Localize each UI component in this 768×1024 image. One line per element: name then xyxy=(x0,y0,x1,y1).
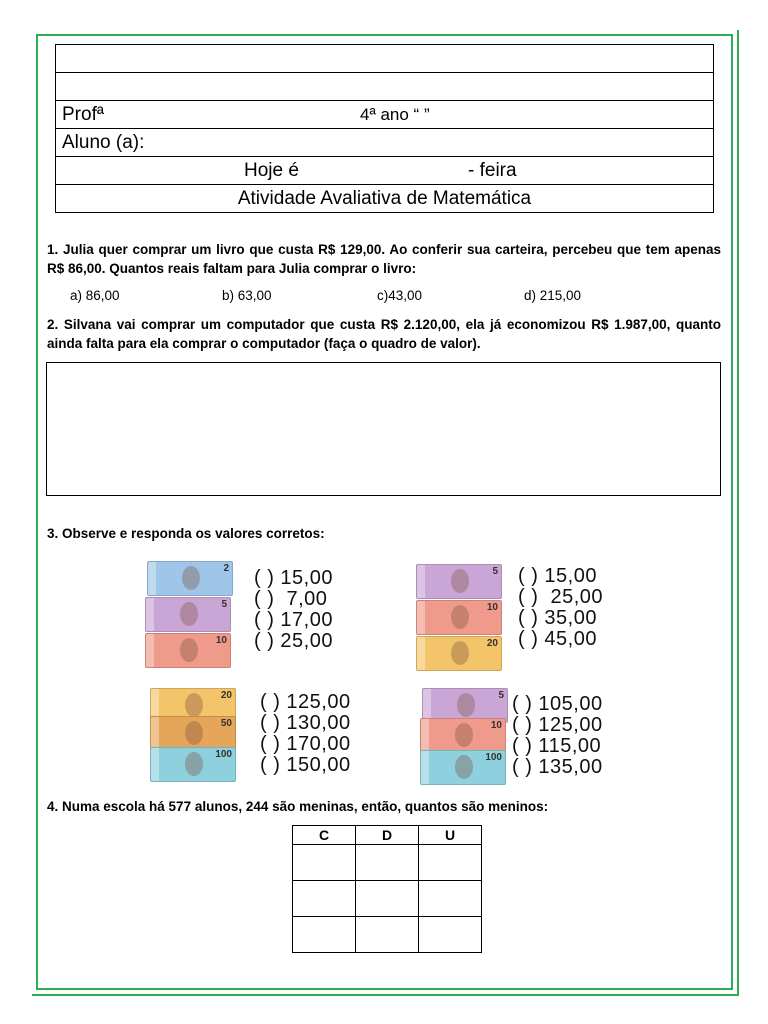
q3-g1-option[interactable]: ( ) 25,00 xyxy=(254,630,333,652)
question-2: 2. Silvana vai comprar um computador que custa R$ 2.120,00, ela já economizou R$ 1.987,00, quanto ainda falta para ela comprar o computador (faça o quadro de valor). xyxy=(47,317,721,351)
place-value-cell[interactable] xyxy=(419,845,482,881)
page-border-shadow-right xyxy=(737,30,739,994)
today-label: Hoje é xyxy=(244,160,299,181)
q1-option-b: b) 63,00 xyxy=(222,288,272,303)
banknote-20-reais: 20 xyxy=(150,688,236,723)
q3-g1-option[interactable]: ( ) 17,00 xyxy=(254,609,333,631)
header-table xyxy=(55,44,714,213)
q3-g2-option[interactable]: ( ) 25,00 xyxy=(518,586,604,608)
q3-g1-option[interactable]: ( ) 7,00 xyxy=(254,588,328,610)
page-border-shadow-bottom xyxy=(32,994,739,996)
q3-g4-option[interactable]: ( ) 105,00 xyxy=(512,693,603,715)
banknote-5-reais: 5 xyxy=(145,597,231,632)
banknote-100-reais: 100 xyxy=(420,750,506,785)
header-blank-row-1 xyxy=(56,45,714,73)
question-4: 4. Numa escola há 577 alunos, 244 são meninas, então, quantos são meninos: xyxy=(47,799,549,814)
grade-label: 4ª ano “ ” xyxy=(360,105,430,124)
q3-g3-option[interactable]: ( ) 125,00 xyxy=(260,691,351,713)
q3-group-1-options xyxy=(254,568,333,652)
weekday-label: - feira xyxy=(468,160,517,181)
banknote-20-reais: 20 xyxy=(416,636,502,671)
q3-g2-option[interactable]: ( ) 15,00 xyxy=(518,565,597,587)
q3-g1-option[interactable]: ( ) 15,00 xyxy=(254,567,333,589)
q3-g4-option[interactable]: ( ) 115,00 xyxy=(512,735,602,757)
prof-label: Profª xyxy=(62,104,104,125)
q3-g4-option[interactable]: ( ) 125,00 xyxy=(512,714,603,736)
column-hundreds: C xyxy=(293,826,356,845)
column-tens: D xyxy=(356,826,419,845)
q3-g2-option[interactable]: ( ) 35,00 xyxy=(518,607,597,629)
q3-g3-option[interactable]: ( ) 170,00 xyxy=(260,733,351,755)
place-value-cell[interactable] xyxy=(293,917,356,953)
q1-option-c: c)43,00 xyxy=(377,288,423,303)
question-1: 1. Julia quer comprar um livro que custa R$ 129,00. Ao conferir sua carteira, percebeu que tem apenas R$ 86,00. Quantos reais faltam para Julia comprar o livro: xyxy=(47,242,721,276)
q1-option-d: d) 215,00 xyxy=(524,288,582,303)
q3-group-3-options xyxy=(260,692,351,776)
header-blank-row-2 xyxy=(56,73,714,101)
column-units: U xyxy=(419,826,482,845)
place-value-table xyxy=(292,825,482,953)
page-title: Atividade Avaliativa de Matemática xyxy=(237,188,532,209)
q3-g4-option[interactable]: ( ) 135,00 xyxy=(512,756,603,778)
header-prof-row xyxy=(56,101,714,129)
banknote-10-reais: 10 xyxy=(416,600,502,635)
place-value-cell[interactable] xyxy=(419,881,482,917)
q3-g2-option[interactable]: ( ) 45,00 xyxy=(518,628,597,650)
header-date-row xyxy=(56,157,714,185)
question-3: 3. Observe e responda os valores corretos: xyxy=(47,526,325,541)
place-value-cell[interactable] xyxy=(293,845,356,881)
banknote-50-reais: 50 xyxy=(150,716,236,751)
banknote-100-reais: 100 xyxy=(150,747,236,782)
banknote-2-reais: 2 xyxy=(147,561,233,596)
header-title-row xyxy=(56,185,714,213)
banknote-5-reais: 5 xyxy=(422,688,508,723)
q3-group-4-options xyxy=(512,694,603,778)
q3-group-2-options xyxy=(518,566,603,650)
banknote-10-reais: 10 xyxy=(145,633,231,668)
student-label: Aluno (a): xyxy=(62,132,145,153)
place-value-cell[interactable] xyxy=(356,917,419,953)
banknote-10-reais: 10 xyxy=(420,718,506,753)
q2-answer-box[interactable] xyxy=(46,362,721,496)
place-value-cell[interactable] xyxy=(293,881,356,917)
banknote-5-reais: 5 xyxy=(416,564,502,599)
q3-g3-option[interactable]: ( ) 150,00 xyxy=(260,754,351,776)
q1-option-a: a) 86,00 xyxy=(70,288,120,303)
place-value-cell[interactable] xyxy=(419,917,482,953)
q3-g3-option[interactable]: ( ) 130,00 xyxy=(260,712,351,734)
place-value-cell[interactable] xyxy=(356,881,419,917)
place-value-cell[interactable] xyxy=(356,845,419,881)
header-student-row xyxy=(56,129,714,157)
